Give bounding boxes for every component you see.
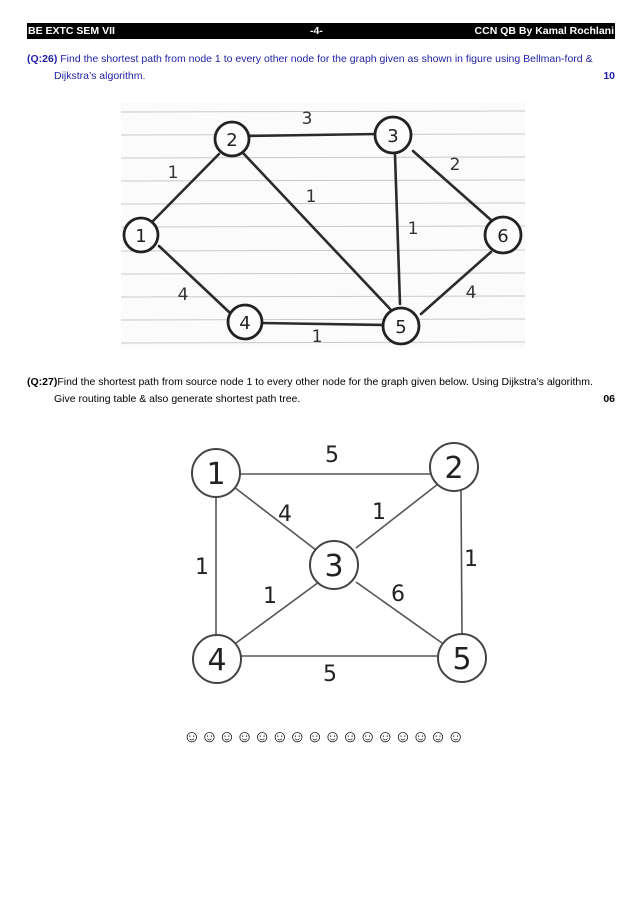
smiley-icon: ☺ bbox=[411, 727, 430, 746]
smiley-icon: ☺ bbox=[218, 727, 236, 746]
weight-3-6: 2 bbox=[449, 155, 461, 175]
smiley-icon: ☺ bbox=[200, 727, 219, 746]
header-course: BE EXTC SEM VII bbox=[28, 25, 115, 37]
weight-1-4: 1 bbox=[195, 555, 209, 580]
node-1-label: 1 bbox=[206, 457, 226, 492]
edge-2-3 bbox=[356, 484, 438, 548]
node-1-label: 1 bbox=[135, 226, 147, 247]
header-page-number: -4- bbox=[310, 25, 323, 37]
weight-5-6: 4 bbox=[465, 283, 477, 303]
question-27-marks: 06 bbox=[603, 393, 615, 405]
smiley-icon: ☺ bbox=[183, 727, 201, 746]
node-5-label: 5 bbox=[452, 642, 472, 677]
lined-paper bbox=[121, 102, 525, 348]
weight-3-5: 1 bbox=[407, 219, 419, 239]
header-author: CCN QB By Kamal Rochlani bbox=[474, 25, 614, 37]
question-27-text-line2: Give routing table & also generate shortest path tree. bbox=[54, 393, 301, 405]
node-2-label: 2 bbox=[226, 130, 238, 151]
smiley-icon: ☺ bbox=[341, 727, 359, 746]
smiley-icon: ☺ bbox=[323, 727, 342, 746]
question-26 bbox=[27, 51, 615, 85]
node-6-label: 6 bbox=[497, 226, 509, 247]
smiley-icon: ☺ bbox=[271, 727, 289, 746]
weight-1-4: 4 bbox=[177, 285, 189, 305]
node-3-label: 3 bbox=[387, 126, 399, 147]
weight-1-3: 4 bbox=[278, 502, 292, 527]
weight-2-5: 1 bbox=[464, 547, 478, 572]
edge-1-3 bbox=[234, 487, 316, 550]
smiley-icon: ☺ bbox=[376, 727, 394, 746]
node-4-label: 4 bbox=[207, 643, 227, 678]
node-4-label: 4 bbox=[239, 313, 251, 334]
edge-3-4 bbox=[236, 582, 319, 643]
question-27 bbox=[27, 374, 615, 408]
smiley-icon: ☺ bbox=[447, 727, 465, 746]
smiley-icon: ☺ bbox=[306, 727, 324, 746]
weight-3-4: 1 bbox=[263, 584, 277, 609]
page-header bbox=[27, 23, 615, 39]
edge-2-5 bbox=[461, 491, 462, 634]
weight-2-5: 1 bbox=[305, 187, 317, 207]
node-labels bbox=[206, 451, 471, 678]
weight-1-2: 1 bbox=[167, 163, 179, 183]
node-3-label: 3 bbox=[324, 549, 344, 584]
question-27-number: (Q:27) bbox=[27, 376, 58, 388]
footer-smiley-row bbox=[183, 726, 473, 750]
smiley-icon: ☺ bbox=[253, 727, 271, 746]
weight-4-5: 5 bbox=[323, 662, 337, 687]
smiley-icon: ☺ bbox=[394, 727, 412, 746]
node-5-label: 5 bbox=[395, 317, 407, 338]
smiley-icon: ☺ bbox=[235, 727, 254, 746]
question-26-marks: 10 bbox=[603, 70, 615, 82]
question-26-number: (Q:26) bbox=[27, 53, 58, 65]
weight-2-3: 3 bbox=[301, 109, 313, 129]
weight-4-5: 1 bbox=[311, 327, 323, 347]
question-26-text-line2: Dijkstra’s algorithm. bbox=[54, 70, 146, 82]
smiley-icon: ☺ bbox=[429, 727, 447, 746]
question-26-text-line1: Find the shortest path from node 1 to every other node for the graph given as shown in figure using Bellman-ford & bbox=[57, 53, 593, 65]
weight-2-3: 1 bbox=[372, 500, 386, 525]
node-2-label: 2 bbox=[444, 451, 464, 486]
question-27-text-line1: Find the shortest path from source node 1 to every other node for the graph given below. Using Dijkstra’s algorithm. bbox=[57, 376, 593, 388]
smiley-icon: ☺ bbox=[359, 727, 377, 746]
question-27-graph-figure bbox=[176, 437, 488, 693]
smiley-icon: ☺ bbox=[288, 727, 307, 746]
question-26-graph-figure bbox=[121, 102, 525, 348]
weight-1-2: 5 bbox=[325, 443, 339, 468]
weight-3-5: 6 bbox=[391, 582, 405, 607]
